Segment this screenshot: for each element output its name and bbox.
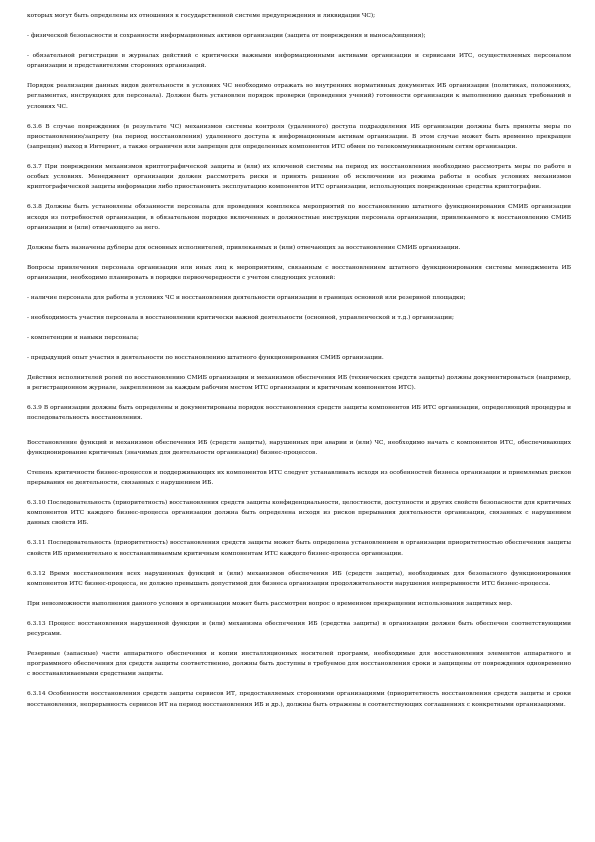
list-item: - наличие персонала для работы в условиях ЧС и восстановления деятельности организации в границах основной или резервной площадки;	[27, 295, 466, 302]
text-paragraph: Действия исполнителей ролей по восстановлению СМИБ организации и механизмов обеспечения ИБ (технических средств защиты) должны документироваться (например, в регистрационном журнале, закрепленном за каждым рабочим местом ИТС организации и критичным компонентом ИТС).	[27, 375, 571, 392]
clause-6-3-6: 6.3.6 В случае повреждения (в результате ЧС) механизмов системы контроля (удаленного) доступа подразделения ИБ организации должны быть приняты меры по приостановлению/запрету (на период восстановления) удаленного доступа к информационным активам организации. В этом случае может быть временно прекращен (запрещен) выход в Интернет, а также ограничен или запрещен для определенных компонентов ИТС обмен по телекоммуникационным сетям организации.	[27, 123, 571, 151]
list-item: - предыдущий опыт участия в деятельности по восстановлению штатного функционирования СМИБ организации.	[27, 355, 384, 362]
list-item: - необходимость участия персонала в восстановлении критически важной деятельности (основной, управленческой и т.д.) организации;	[27, 315, 454, 322]
clause-6-3-7: 6.3.7 При повреждении механизмов криптографической защиты и (или) их ключевой системы на период их восстановления необходимо рассмотреть меры по работе в особых условиях. Менеджмент организации должен рассмотреть риски и принять решение об исключении из режима работы в особых условиях механизмов криптографической защиты информации либо приостановить эксплуатацию компонентов ИТС организации, использующих поврежденные средства криптографии.	[27, 164, 571, 191]
text-paragraph: Должны быть назначены дублеры для основных исполнителей, привлекаемых и (или) отвечающих за восстановление СМИБ организации.	[27, 244, 461, 251]
clause-6-3-13: 6.3.13 Процесс восстановления нарушенной функции и (или) механизма обеспечения ИБ (средства защиты) в организации должен быть обеспечен соответствующими ресурсами.	[27, 620, 571, 638]
text-paragraph: которых могут быть определены их отношения к государственной системе предупреждения и ликвидации ЧС);	[27, 13, 376, 19]
text-paragraph: Восстановление функций и механизмов обеспечения ИБ (средств защиты), нарушенных при аварии и (или) ЧС, необходимо начать с компонентов ИТС, обеспечивающих функционирование критичных (значимых для деятельности организации) бизнес-процессов.	[27, 439, 571, 456]
text-paragraph: Порядок реализации данных видов деятельности в условиях ЧС необходимо отражать во внутренних нормативных документах ИБ организации (политиках, положениях, регламентах, инструкциях для персонала). Должен быть установлен порядок проверки (проведения учений) готовности организации к выполнению данных требований в условиях ЧС.	[27, 83, 571, 110]
text-paragraph: Вопросы привлечения персонала организации или иных лиц к мероприятиям, связанным с восстановлением штатного функционирования системы менеджмента ИБ организации, необходимо планировать в порядке первоочередности с учетом следующих условий:	[27, 264, 571, 282]
text-paragraph: При невозможности выполнения данного условия в организации может быть рассмотрен вопрос о временном прекращении использования защитных мер.	[27, 600, 513, 607]
text-paragraph: Степень критичности бизнес-процессов и поддерживающих их компонентов ИТС следует устанавливать исходя из особенностей бизнеса организации и приемлемых рисков прерывания ее деятельности, связанных с нарушением ИБ.	[27, 469, 571, 487]
text-paragraph: Резервные (запасные) части аппаратного обеспечения и копии инсталляционных носителей программ, необходимые для восстановления элементов аппаратного и программного обеспечения для средств защиты соответственно, должны быть доступны в требуемое для восстановления сроки и защищены от повреждения одновременно с восстанавливаемыми средствами защиты.	[27, 651, 571, 678]
clause-6-3-14: 6.3.14 Особенности восстановления средств защиты сервисов ИТ, предоставляемых сторонними организациями (приоритетность восстановления средств защиты и сроки восстановления, непрерывность сервисов ИТ на период восстановления ИБ и др.), должны быть отражены в соответствующих соглашениях с конкретными организациями.	[27, 691, 571, 708]
clause-6-3-11: 6.3.11 Последовательность (приоритетность) восстановления средств защиты может быть определена установлением в организации приоритетностью обеспечения защиты свойств ИБ применительно к восстанавливаемым критичным компонентам ИТС каждого бизнес-процесса организации.	[27, 540, 571, 557]
list-item: - физической безопасности и сохранности информационных активов организации (защита от повреждения и выноса/хищения);	[27, 33, 426, 39]
clause-6-3-8: 6.3.8 Должны быть установлены обязанности персонала для проведения комплекса мероприятий по восстановлению штатного функционирования СМИБ организации исходя из потребностей организации, в обязательном порядке включенных в должностные инструкции персонала организации, привлекаемого к восстановлению СМИБ организации и (или) отвечающего за него.	[27, 204, 571, 231]
clause-6-3-10: 6.3.10 Последовательность (приоритетность) восстановления средств защиты конфиденциальности, целостности, доступности и других свойств безопасности для критичных компонентов ИТС каждого бизнес-процесса организации должна быть определена исходя из рисков прерывания деятельности организации, связанных с нарушением данных свойств ИБ.	[27, 500, 571, 527]
clause-6-3-12: 6.3.12 Время восстановления всех нарушенных функций и (или) механизмов обеспечения ИБ (средств защиты), необходимых для безопасного функционирования компонентов ИТС бизнес-процесса, не должно превышать допустимой для бизнеса организации продолжительности нарушения непрерывности ИТС бизнес-процесса.	[27, 570, 571, 587]
list-item: - обязательной регистрации в журналах действий с критически важными информационными активами организации и сервисами ИТС, осуществляемых персоналом организации и представителями сторонних организаций.	[27, 53, 571, 70]
clause-6-3-9: 6.3.9 В организации должны быть определены и документированы порядок восстановления средств защиты компонентов ИБ ИТС организации, определяющий процедуры и последовательность восстановления.	[27, 405, 571, 422]
list-item: - компетенции и навыки персонала;	[27, 335, 139, 342]
